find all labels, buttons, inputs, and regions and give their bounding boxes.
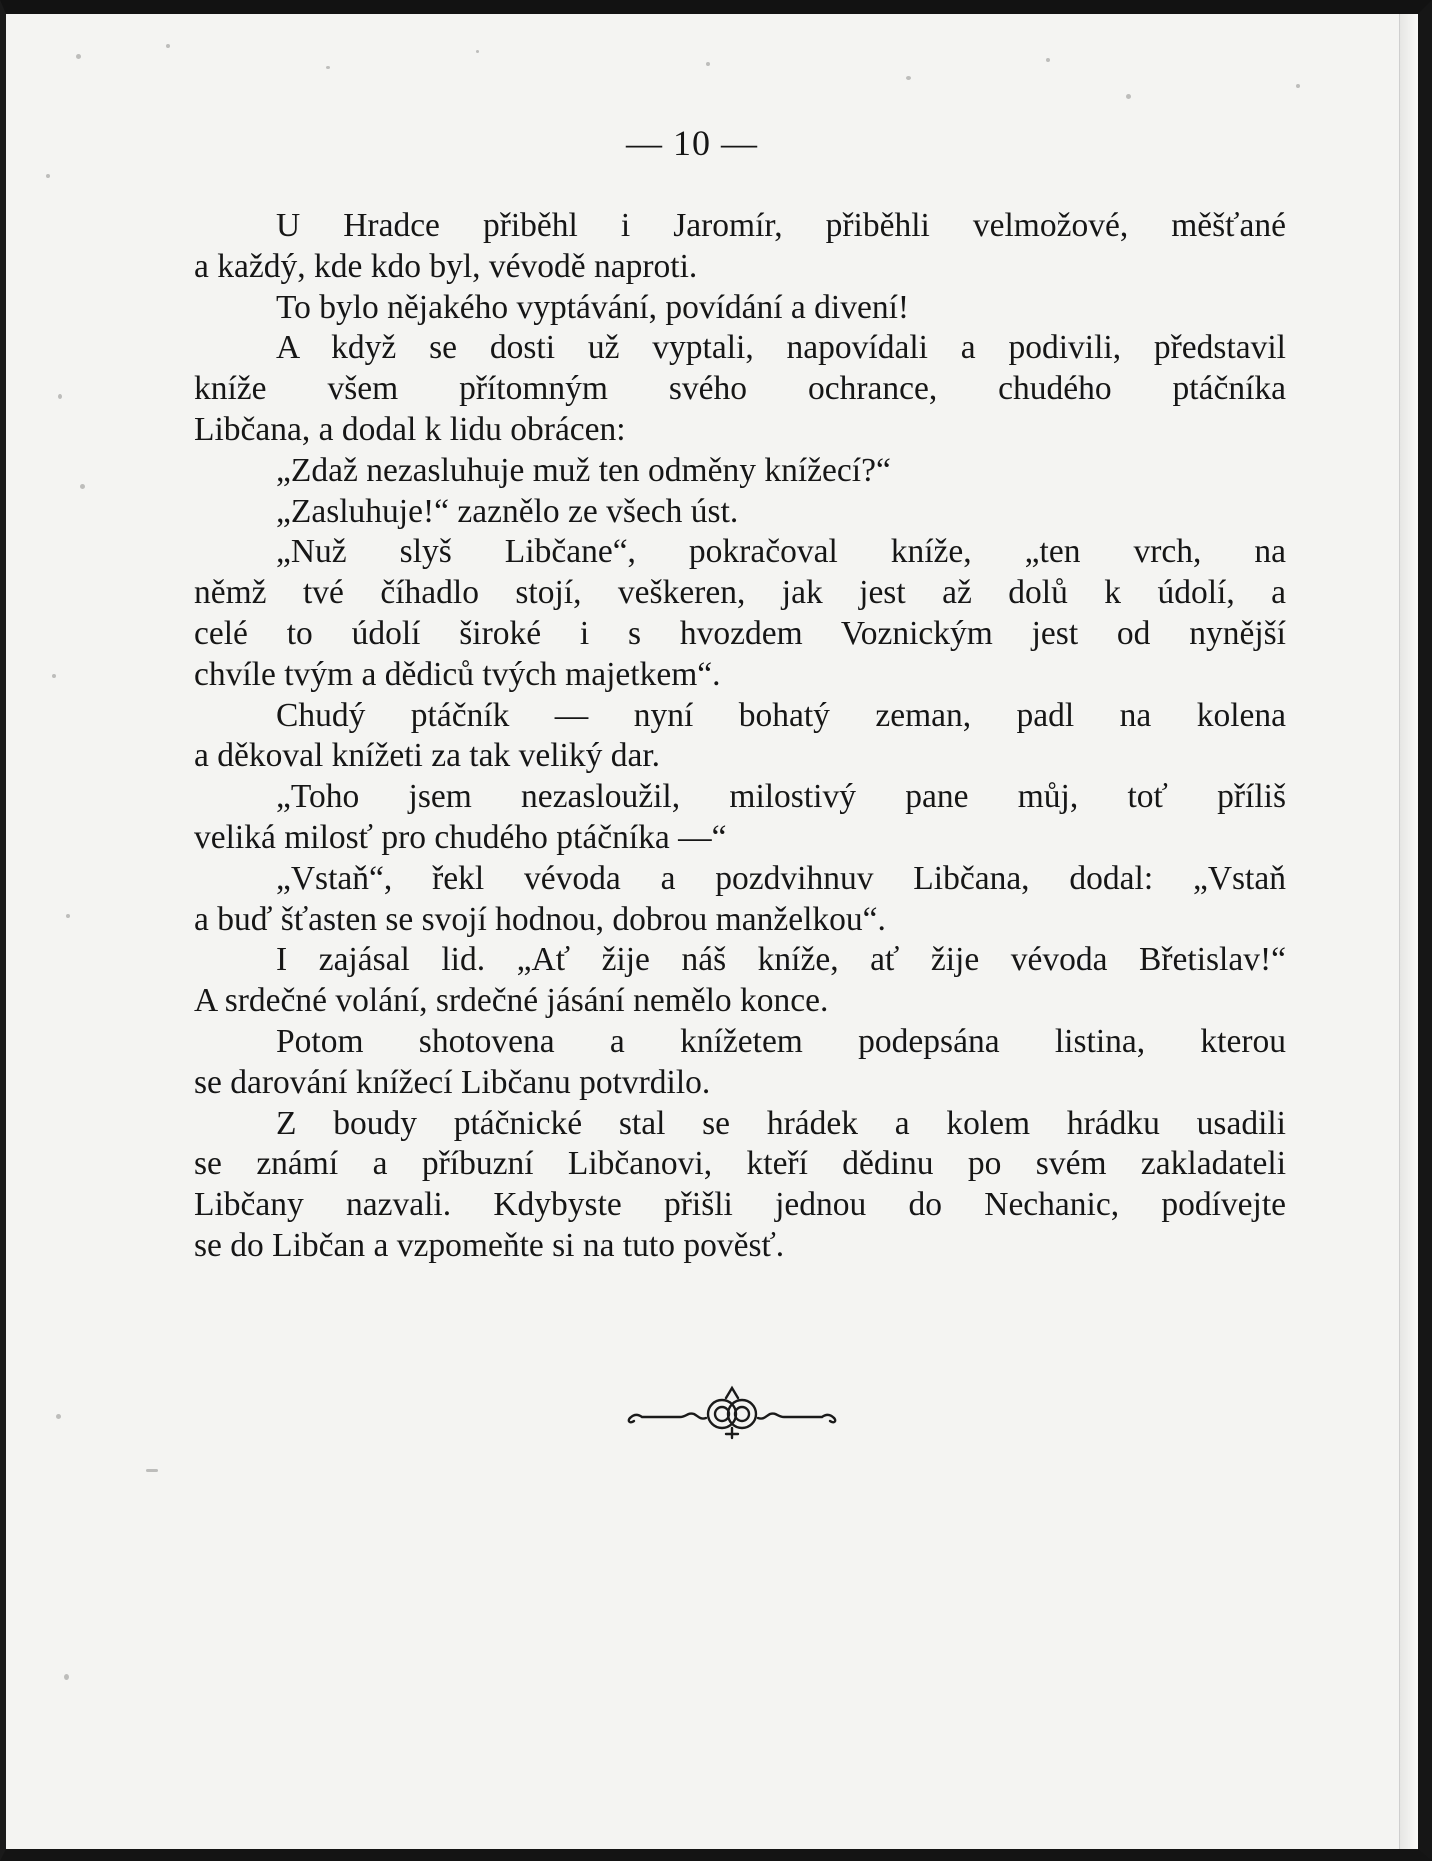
paper-speck: [66, 914, 70, 918]
text-line: chvíle tvým a dědiců tvých majetkem“.: [194, 655, 721, 693]
paper-speck: [1126, 94, 1131, 99]
text-line: „Zdaž nezasluhuje muž ten odměny knížecí?“: [276, 451, 891, 489]
text-line: a buď šťasten se svojí hodnou, dobrou manželkou“.: [194, 900, 886, 938]
paper-speck: [326, 66, 330, 69]
text-line: Z boudy ptáčnické stal se hrádek a kolem hrádku usadili: [276, 1104, 1286, 1142]
text-line: „Vstaň“, řekl vévoda a pozdvihnuv Libčana, dodal: „Vstaň: [276, 859, 1286, 897]
paper-speck: [1296, 84, 1300, 88]
paper-speck: [58, 394, 62, 399]
text-line: Libčana, a dodal k lidu obrácen:: [194, 410, 626, 448]
paper-speck: [52, 674, 56, 678]
paper-speck: [166, 44, 170, 48]
paper-speck: [76, 54, 81, 59]
text-line: a každý, kde kdo byl, vévodě naproti.: [194, 247, 698, 285]
paper-speck: [64, 1674, 69, 1680]
paper-speck: [706, 62, 710, 66]
text-line: A když se dosti už vyptali, napovídali a podivili, představil: [276, 329, 1286, 367]
page-number: — 10 —: [626, 123, 758, 163]
text-line: U Hradce přiběhl i Jaromír, přiběhli velmožové, měšťané: [276, 207, 1286, 244]
text-line: se darování knížecí Libčanu potvrdilo.: [194, 1063, 711, 1101]
body-text: [194, 206, 1286, 1267]
text-line: němž tvé číhadlo stojí, veškeren, jak jest až dolů k údolí, a: [194, 574, 1286, 612]
text-line: kníže všem přítomným svého ochrance, chudého ptáčníka: [194, 370, 1286, 408]
text-line: se do Libčan a vzpomeňte si na tuto pověsť.: [194, 1226, 785, 1264]
text-line: a děkoval knížeti za tak veliký dar.: [194, 737, 661, 775]
paper-speck: [46, 174, 50, 178]
text-line: Chudý ptáčník — nyní bohatý zeman, padl na kolena: [276, 696, 1286, 734]
text-line: „Nuž slyš Libčane“, pokračoval kníže, „ten vrch, na: [276, 533, 1286, 571]
page-edge: [1399, 14, 1418, 1849]
text-line: se známí a příbuzní Libčanovi, kteří dědinu po svém zakladateli: [194, 1145, 1286, 1183]
text-line: I zajásal lid. „Ať žije náš kníže, ať žije vévoda Břetislav!“: [276, 941, 1286, 979]
text-line: „Zasluhuje!“ zaznělo ze všech úst.: [276, 492, 739, 530]
text-line: Libčany nazvali. Kdybyste přišli jednou do Nechanic, podívejte: [194, 1186, 1286, 1224]
text-line: A srdečné volání, srdečné jásání nemělo konce.: [194, 982, 829, 1020]
text-line: veliká milosť pro chudého ptáčníka —“: [194, 818, 727, 856]
flourish-ornament-icon: [624, 1384, 844, 1444]
text-line: celé to údolí široké i s hvozdem Voznickým jest od nynější: [194, 614, 1286, 652]
paper-speck: [1046, 58, 1050, 62]
paper-speck: [476, 50, 479, 53]
paper-speck: [146, 1469, 158, 1472]
paper-speck: [906, 76, 911, 80]
paper-speck: [80, 484, 85, 489]
paper-speck: [56, 1414, 61, 1419]
text-line: To bylo nějakého vyptávání, povídání a divení!: [276, 288, 910, 326]
text-line: „Toho jsem nezasloužil, milostivý pane můj, toť příliš: [276, 778, 1286, 816]
text-line: Potom shotovena a knížetem podepsána listina, kterou: [276, 1022, 1286, 1060]
